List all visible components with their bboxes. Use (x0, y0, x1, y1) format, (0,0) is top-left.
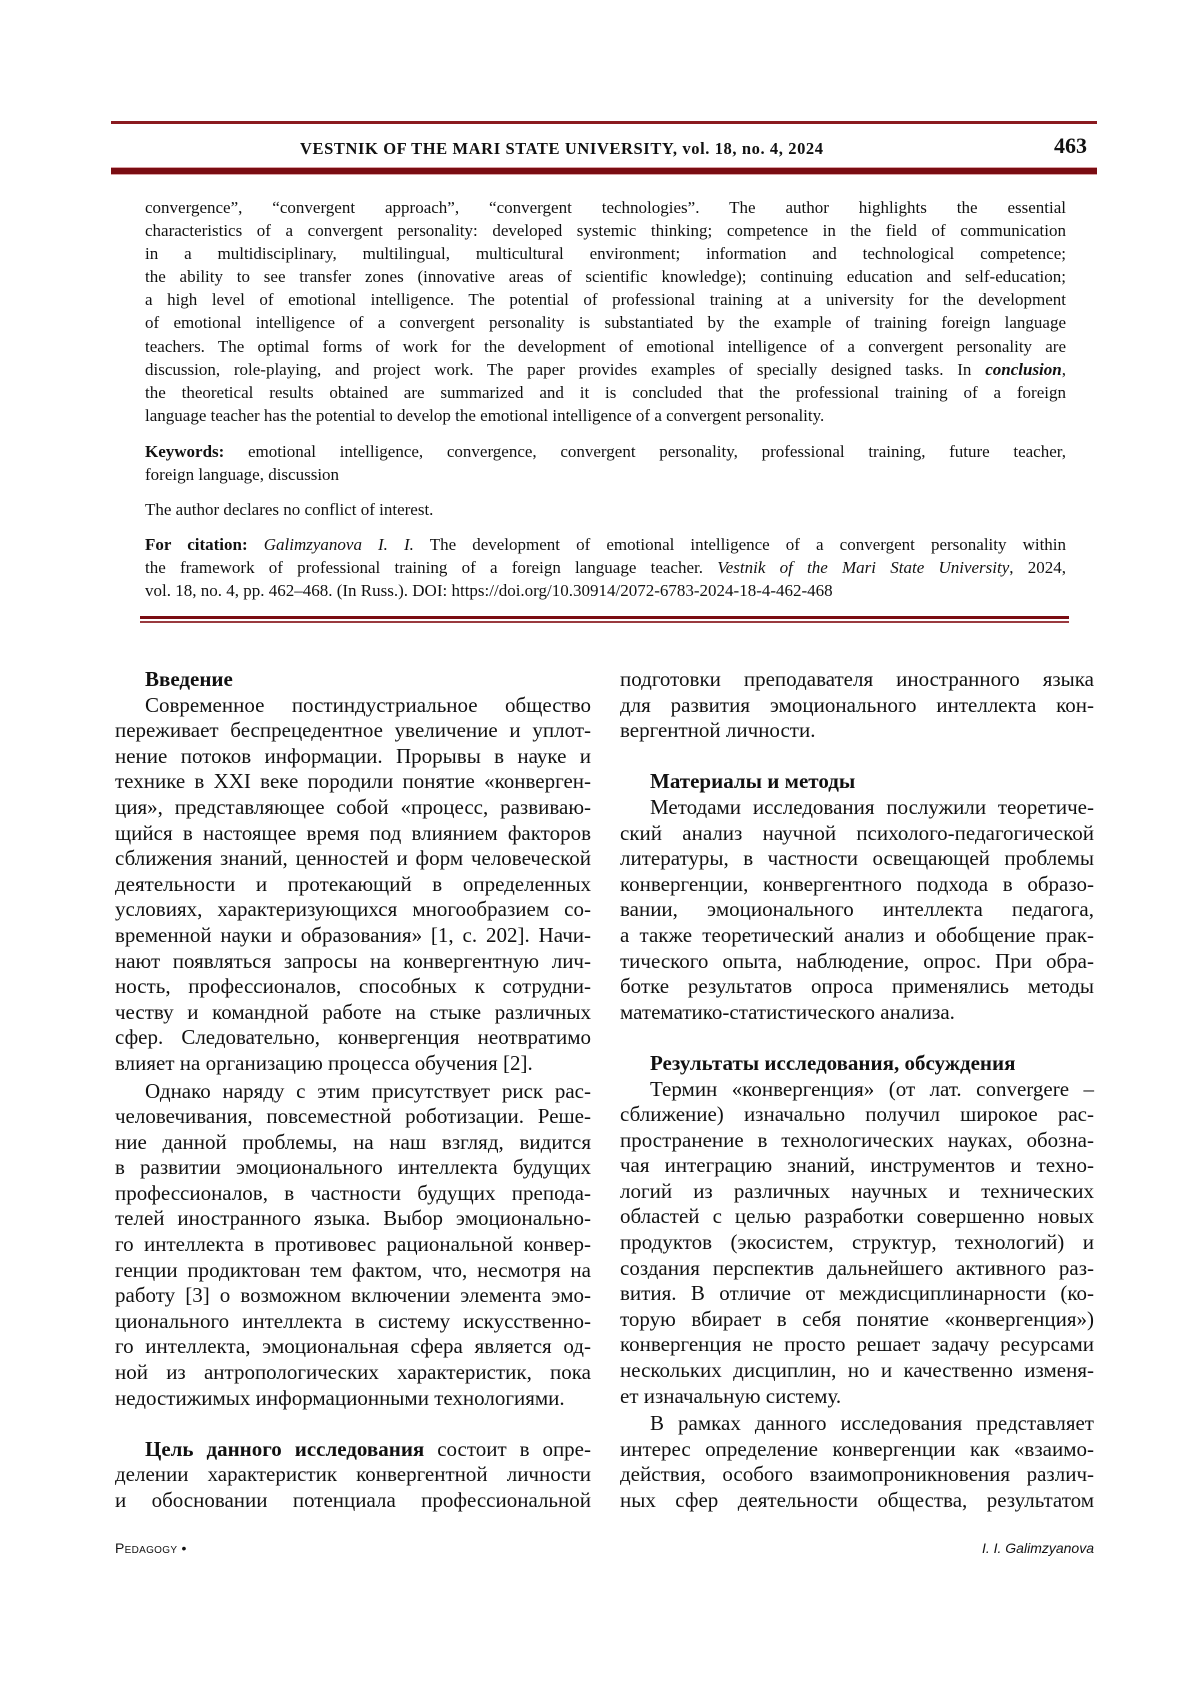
text-line: действия, особого взаимопроникновения различ- (620, 1462, 1094, 1488)
text-line: го интеллекта в противовес рациональной конвер- (115, 1232, 591, 1258)
text-line: конвергенция не просто решает задачу ресурсами (620, 1332, 1094, 1358)
text-line: го интеллекта, эмоциональная сфера является од- (115, 1334, 591, 1360)
abstract-continuation (145, 196, 1066, 427)
text-line (145, 358, 1066, 381)
text-run (248, 535, 264, 554)
text-line: пространение в технологических науках, обозна- (620, 1128, 1094, 1154)
text-line: ет изначальную систему. (620, 1384, 1094, 1410)
text-line: В рамках данного исследования представляет (620, 1411, 1094, 1437)
text-line: нение потоков информации. Прорывы в науке и (115, 744, 591, 770)
text-line: недостижимых информационными технологиями. (115, 1386, 591, 1412)
text-line (115, 1437, 591, 1463)
paragraph (620, 667, 1094, 744)
italic-text: Galimzyanova I. I. (264, 535, 414, 554)
text-line: Однако наряду с этим присутствует риск рас- (115, 1079, 591, 1105)
paragraph (115, 1079, 591, 1412)
text-line: деятельности и протекающий в определенных (115, 872, 591, 898)
abstract-divider-rule-thin (140, 621, 1069, 623)
text-line: создания перспектив дальнейшего активного раз- (620, 1256, 1094, 1282)
text-line: teachers. The optimal forms of work for the development of emotional intelligence of a convergent personality are (145, 335, 1066, 358)
paragraph (115, 693, 591, 1077)
bold-label: For citation: (145, 535, 248, 554)
text-run: emotional intelligence, convergence, convergent personality, professional training, future teacher, (224, 442, 1066, 461)
text-line: the ability to see transfer zones (innovative areas of scientific knowledge); continuing education and self-education; (145, 265, 1066, 288)
journal-running-title: VESTNIK OF THE MARI STATE UNIVERSITY, vol. 18, no. 4, 2024 (300, 139, 824, 159)
text-line: foreign language, discussion (145, 463, 1066, 486)
text-run: The development of emotional intelligence of a convergent personality within (414, 535, 1066, 554)
text-line: in a multidisciplinary, multilingual, multicultural environment; information and technological competence; (145, 242, 1066, 265)
text-line: профессионалов, в частности будущих препода- (115, 1181, 591, 1207)
text-line: конвергенции, конвергентного подхода в образо- (620, 872, 1094, 898)
page-number: 463 (1054, 133, 1087, 159)
text-line: подготовки преподавателя иностранного языка (620, 667, 1094, 693)
text-line: нают появляться запросы на конвергентную лич- (115, 949, 591, 975)
paragraph-aim (115, 1437, 591, 1514)
citation (145, 533, 1066, 602)
text-line: логий из различных научных и технических (620, 1179, 1094, 1205)
text-line: математико-статистического анализа. (620, 1000, 1094, 1026)
bold-label: Цель данного исследования (145, 1437, 424, 1461)
section-heading-introduction: Введение (115, 667, 591, 693)
text-line: тического опыта, наблюдение, опрос. При обра- (620, 949, 1094, 975)
text-line: вании, эмоционального интеллекта педагога, (620, 897, 1094, 923)
paragraph (620, 795, 1094, 1025)
conflict-of-interest (145, 498, 1066, 521)
text-line: телей иностранного языка. Выбор эмоционально- (115, 1206, 591, 1232)
text-line: ние данной проблемы, на наш взгляд, видится (115, 1130, 591, 1156)
text-line: генции продиктован тем фактом, что, несмотря на (115, 1258, 591, 1284)
paragraph (620, 1077, 1094, 1410)
text-line: ных сфер деятельности общества, результатом (620, 1488, 1094, 1514)
text-line: a high level of emotional intelligence. The potential of professional training at a university for the development (145, 288, 1066, 311)
footer-author: I. I. Galimzyanova (982, 1540, 1094, 1556)
text-line: а также теоретический анализ и обобщение прак- (620, 923, 1094, 949)
bold-label: Keywords: (145, 442, 224, 461)
text-line: временной науки и образования» [1, с. 202]. Начи- (115, 923, 591, 949)
abstract-divider-rule (140, 616, 1069, 619)
text-line: сближения знаний, ценностей и форм человеческой (115, 846, 591, 872)
text-line: ной из антропологических характеристик, пока (115, 1360, 591, 1386)
text-line: ционального интеллекта в систему искусственно- (115, 1309, 591, 1335)
header-top-rule (111, 121, 1097, 124)
text-run: discussion, role-playing, and project work. The paper provides examples of specially designed tasks. In (145, 360, 985, 379)
text-line: для развития эмоционального интеллекта кон- (620, 693, 1094, 719)
text-line: переживает беспрецедентное увеличение и уплот- (115, 718, 591, 744)
text-line: the theoretical results obtained are summarized and it is concluded that the professional training of a foreign (145, 381, 1066, 404)
section-heading-results: Результаты исследования, обсуждения (620, 1051, 1094, 1077)
text-line: characteristics of a convergent personality: developed systemic thinking; competence in the field of communication (145, 219, 1066, 242)
text-line: of emotional intelligence of a convergent personality is substantiated by the example of training foreign language (145, 311, 1066, 334)
footer-section-name: Pedagogy • (115, 1540, 187, 1556)
text-line: продуктов (экосистем, структур, технологий) и (620, 1230, 1094, 1256)
text-line: интерес определение конвергенции как «взаимо- (620, 1437, 1094, 1463)
italic-text: Vestnik of the Mari State University (717, 558, 1009, 577)
text-line: Термин «конвергенция» (от лат. convergere – (620, 1077, 1094, 1103)
text-line: делении характеристик конвергентной личности (115, 1462, 591, 1488)
text-run: состоит в опре- (424, 1437, 591, 1461)
left-column (115, 667, 591, 1514)
text-line: и обосновании потенциала профессиональной (115, 1488, 591, 1514)
text-line: работу [3] о возможном включении элемента эмо- (115, 1283, 591, 1309)
text-line: vol. 18, no. 4, pp. 462–468. (In Russ.). DOI: https://doi.org/10.30914/2072-6783-2024-18-4-462-468 (145, 579, 1066, 602)
section-heading-methods: Материалы и методы (620, 769, 1094, 795)
text-line: convergence”, “convergent approach”, “convergent technologies”. The author highlights the essential (145, 196, 1066, 219)
text-line: сфер. Следовательно, конвергенция неотвратимо (115, 1025, 591, 1051)
text-line: Методами исследования послужили теоретиче- (620, 795, 1094, 821)
text-line: литературы, в частности освещающей проблемы (620, 846, 1094, 872)
text-line: вития. В отличие от междисциплинарности (ко- (620, 1281, 1094, 1307)
keywords (145, 440, 1066, 486)
text-line: в развитии эмоционального интеллекта будущих (115, 1155, 591, 1181)
text-line: щийся в настоящее время под влиянием факторов (115, 821, 591, 847)
text-line: ский анализ научной психолого-педагогической (620, 821, 1094, 847)
right-column (620, 667, 1094, 1514)
text-line: областей с целью разработки совершенно новых (620, 1204, 1094, 1230)
header-bottom-rule (111, 168, 1097, 174)
text-line: вергентной личности. (620, 718, 1094, 744)
paragraph (620, 1411, 1094, 1513)
text-line: условиях, характеризующихся многообразием со- (115, 897, 591, 923)
text-line: language teacher has the potential to develop the emotional intelligence of a convergent personality. (145, 404, 1066, 427)
text-run: , (1062, 360, 1066, 379)
text-run: , 2024, (1009, 558, 1066, 577)
emphasis-text: conclusion (985, 360, 1062, 379)
text-run: the framework of professional training of a foreign language teacher. (145, 558, 717, 577)
text-line: технике в XXI веке породили понятие «конверген- (115, 769, 591, 795)
text-line (145, 533, 1066, 556)
text-line: Современное постиндустриальное общество (115, 693, 591, 719)
text-line: человечивания, повсеместной роботизации. Реше- (115, 1104, 591, 1130)
text-line: влияет на организацию процесса обучения [2]. (115, 1051, 591, 1077)
text-line: торую вбирает в себя понятие «конвергенция») (620, 1307, 1094, 1333)
text-line (145, 556, 1066, 579)
text-line: ция», представляющее собой «процесс, развиваю- (115, 795, 591, 821)
text-line: ботке результатов опроса применялись методы (620, 974, 1094, 1000)
text-line: честву и командной работе на стыке различных (115, 1000, 591, 1026)
text-line: ность, профессионалов, способных к сотрудни- (115, 974, 591, 1000)
text-line (145, 440, 1066, 463)
text-line: чая интеграцию знаний, инструментов и техно- (620, 1153, 1094, 1179)
text-line: сближение) изначально получил широкое рас- (620, 1102, 1094, 1128)
text-line: The author declares no conflict of interest. (145, 498, 1066, 521)
text-line: нескольких дисциплин, но и качественно изменя- (620, 1358, 1094, 1384)
